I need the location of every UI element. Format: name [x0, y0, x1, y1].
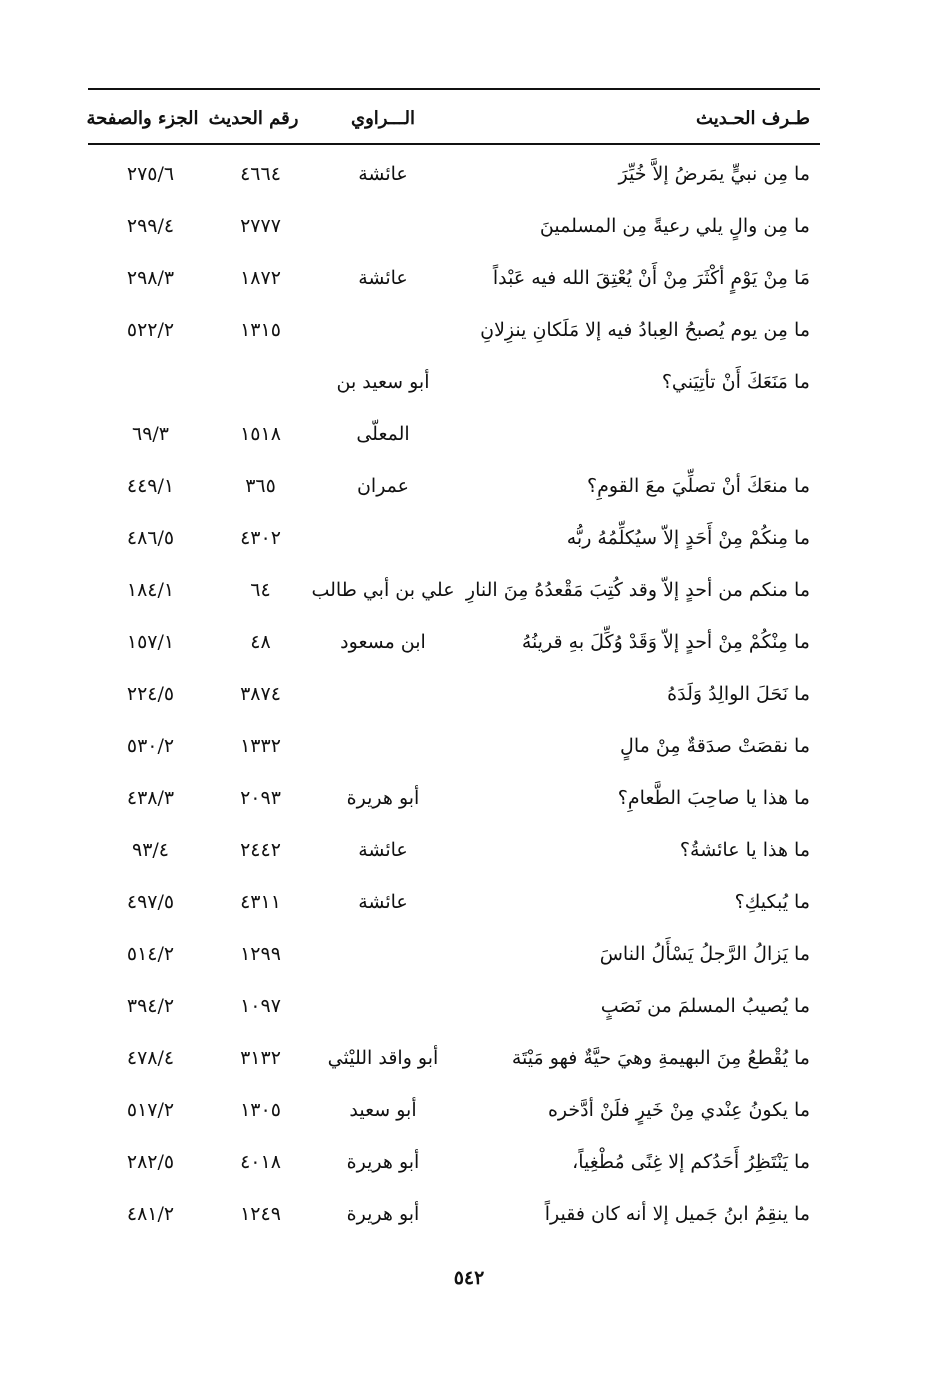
row-number: ٢٧٧٧: [240, 215, 281, 237]
row-hadith: ما مَنَعَكَ أَنْ تأتِيَني؟: [661, 371, 810, 393]
row-volume-page: ٥٢٢/٢: [126, 319, 175, 341]
row-volume-page: ٢٨٢/٥: [126, 1151, 175, 1173]
table-row: [88, 1194, 820, 1234]
row-volume-page: ٤٧٨/٤: [126, 1047, 175, 1069]
page-number: ٥٤٢: [453, 1267, 485, 1289]
row-volume-page: ٢٢٤/٥: [126, 683, 175, 705]
row-volume-page: ٤٨٦/٥: [126, 527, 175, 549]
table-row: [88, 154, 820, 194]
row-narrator: [308, 518, 458, 558]
row-number: ٤٣٠٢: [240, 527, 281, 549]
row-number: ١٣٠٥: [240, 1099, 281, 1121]
row-number: ١٨٧٢: [240, 267, 281, 289]
row-narrator: [308, 310, 458, 350]
row-narrator: عمران: [356, 475, 410, 497]
row-hadith: [410, 414, 810, 454]
table-row: [88, 1038, 820, 1078]
row-number: ٤٠١٨: [240, 1151, 281, 1173]
row-narrator: [308, 934, 458, 974]
row-hadith: ما مِنْكُمْ مِنْ أحدٍ إلاّ وَقَدْ وُكِّلَ بهِ قرينُهُ: [521, 631, 810, 653]
table-row: [88, 518, 820, 558]
header-number: رقم الحديث: [208, 108, 299, 129]
table-row: [88, 830, 820, 870]
row-volume-page: ٤٨١/٢: [126, 1203, 175, 1225]
row-narrator: عائشة: [358, 891, 408, 913]
row-narrator: أبو هريرة: [346, 787, 420, 809]
row-hadith: ما منكم من أحدٍ إلاّ وقد كُتِبَ مَقْعدُهُ مِنَ النارِ: [465, 579, 810, 601]
row-narrator: ابن مسعود: [340, 631, 426, 653]
top-rule: [88, 88, 820, 90]
row-number: ٤٣١١: [240, 891, 281, 913]
table-row: [88, 570, 820, 610]
row-narrator: أبو واقد الليْثي: [327, 1047, 439, 1069]
table-row: [88, 1142, 820, 1182]
row-number: ٣٨٧٤: [240, 683, 281, 705]
row-hadith: ما مِن والٍ يلي رعيةً مِن المسلمينَ: [539, 215, 810, 237]
row-hadith: ما مِن يوم يُصبحُ العِبادُ فيه إلا مَلَكانِ ينزِلانِ: [480, 319, 810, 341]
row-hadith: ما منعَكَ أنْ تصلِّيَ معَ القومِ؟: [586, 475, 810, 497]
table-row: [88, 206, 820, 246]
row-narrator: [308, 726, 458, 766]
row-number: [213, 362, 308, 402]
header-hadith: طـرف الحـديث: [696, 108, 810, 129]
row-number: ٣٦٥: [245, 475, 276, 497]
table-row: [88, 726, 820, 766]
row-volume-page: ٩٣/٤: [131, 839, 170, 861]
row-volume-page: ٤٤٩/١: [126, 475, 175, 497]
table-row: [88, 258, 820, 298]
row-volume-page: [88, 362, 213, 402]
row-hadith: ما مِن نبيٍّ يمَرضُ إلاَّ خُيِّرَ: [618, 163, 810, 185]
table-row: [88, 362, 820, 402]
row-number: ١٣١٥: [240, 319, 281, 341]
row-number: ٤٦٦٤: [240, 163, 281, 185]
row-volume-page: ٦٩/٣: [131, 423, 170, 445]
row-narrator: أبو هريرة: [346, 1203, 420, 1225]
row-hadith: ما نَحَلَ الوالِدُ وَلَدَهُ: [667, 683, 810, 705]
row-number: ٢٠٩٣: [240, 787, 281, 809]
row-hadith: ما يُقْطعُ مِنَ البهيمةِ وهيَ حيَّةٌ فهو مَيْتَة: [511, 1047, 810, 1069]
row-volume-page: ٣٩٤/٢: [126, 995, 175, 1017]
row-hadith: ما يُبكيكِ؟: [734, 891, 810, 913]
row-narrator: [308, 206, 458, 246]
row-number: ١٢٩٩: [240, 943, 281, 965]
row-hadith: ما هذا يا صاحِبَ الطَّعامِ؟: [617, 787, 810, 809]
row-hadith: ما يكونُ عِنْدي مِنْ خَيرٍ فلَنْ أدَّخره: [547, 1099, 810, 1121]
row-narrator: [308, 674, 458, 714]
table-row: [88, 986, 820, 1026]
row-hadith: ما ينقِمُ ابنُ جَميل إلا أنه كان فقيراً: [544, 1203, 810, 1225]
header-volume-page: الجزء والصفحة: [86, 108, 199, 129]
row-number: ١٢٤٩: [240, 1203, 281, 1225]
row-hadith: ما مِنكُمْ مِنْ أَحَدٍ إلاّ سيُكلِّمُهُ ربُّه: [566, 527, 810, 549]
header-narrator: الـــراوي: [350, 108, 416, 129]
row-number: ٤٨: [250, 631, 271, 653]
row-number: ٣١٣٢: [240, 1047, 281, 1069]
table-row: [88, 934, 820, 974]
row-number: ٦٤: [250, 579, 271, 601]
row-volume-page: ٢٩٩/٤: [126, 215, 175, 237]
table-row: [88, 414, 820, 454]
row-narrator: أبو سعيد بن: [336, 371, 430, 393]
row-narrator: أبو سعيد: [349, 1099, 417, 1121]
table-row: [88, 778, 820, 818]
row-volume-page: ٤٣٨/٣: [126, 787, 175, 809]
table-row: [88, 310, 820, 350]
row-hadith: ما يَنْتَظِرُ أَحَدُكم إلا غِنًى مُطْغِياً،: [572, 1151, 810, 1173]
row-hadith: ما يَزالُ الرَّجلُ يَسْأَلُ الناسَ: [599, 943, 810, 965]
row-volume-page: ١٥٧/١: [126, 631, 175, 653]
table-row: [88, 466, 820, 506]
row-hadith: ما هذا يا عائشةُ؟: [679, 839, 810, 861]
row-volume-page: ٥١٧/٢: [126, 1099, 175, 1121]
table-row: [88, 674, 820, 714]
row-narrator: المعلّى: [356, 423, 410, 445]
row-number: ١٠٩٧: [240, 995, 281, 1017]
row-volume-page: ٢٩٨/٣: [126, 267, 175, 289]
row-volume-page: ١٨٤/١: [126, 579, 175, 601]
row-narrator: عائشة: [358, 839, 408, 861]
row-narrator: [308, 986, 458, 1026]
row-volume-page: ٤٩٧/٥: [126, 891, 175, 913]
row-number: ١٥١٨: [240, 423, 281, 445]
row-narrator: عائشة: [358, 163, 408, 185]
table-row: [88, 622, 820, 662]
table-row: [88, 1090, 820, 1130]
row-hadith: ما نقصَتْ صدَقةٌ مِنْ مالٍ: [620, 735, 810, 757]
row-hadith: مَا مِنْ يَوْمٍ أكْثَرَ مِنْ أَنْ يُعْتِقَ الله فيه عَبْداً: [492, 267, 810, 289]
row-volume-page: ٥٣٠/٢: [126, 735, 175, 757]
row-number: ٢٤٤٢: [240, 839, 281, 861]
header-rule: [88, 143, 820, 145]
table-header: [88, 99, 820, 139]
row-narrator: علي بن أبي طالب: [311, 579, 455, 601]
row-narrator: عائشة: [358, 267, 408, 289]
row-volume-page: ٢٧٥/٦: [126, 163, 175, 185]
row-number: ١٣٣٢: [240, 735, 281, 757]
row-hadith: ما يُصيبُ المسلمَ من نَصَبٍ: [600, 995, 810, 1017]
row-volume-page: ٥١٤/٢: [126, 943, 175, 965]
table-row: [88, 882, 820, 922]
row-narrator: أبو هريرة: [346, 1151, 420, 1173]
